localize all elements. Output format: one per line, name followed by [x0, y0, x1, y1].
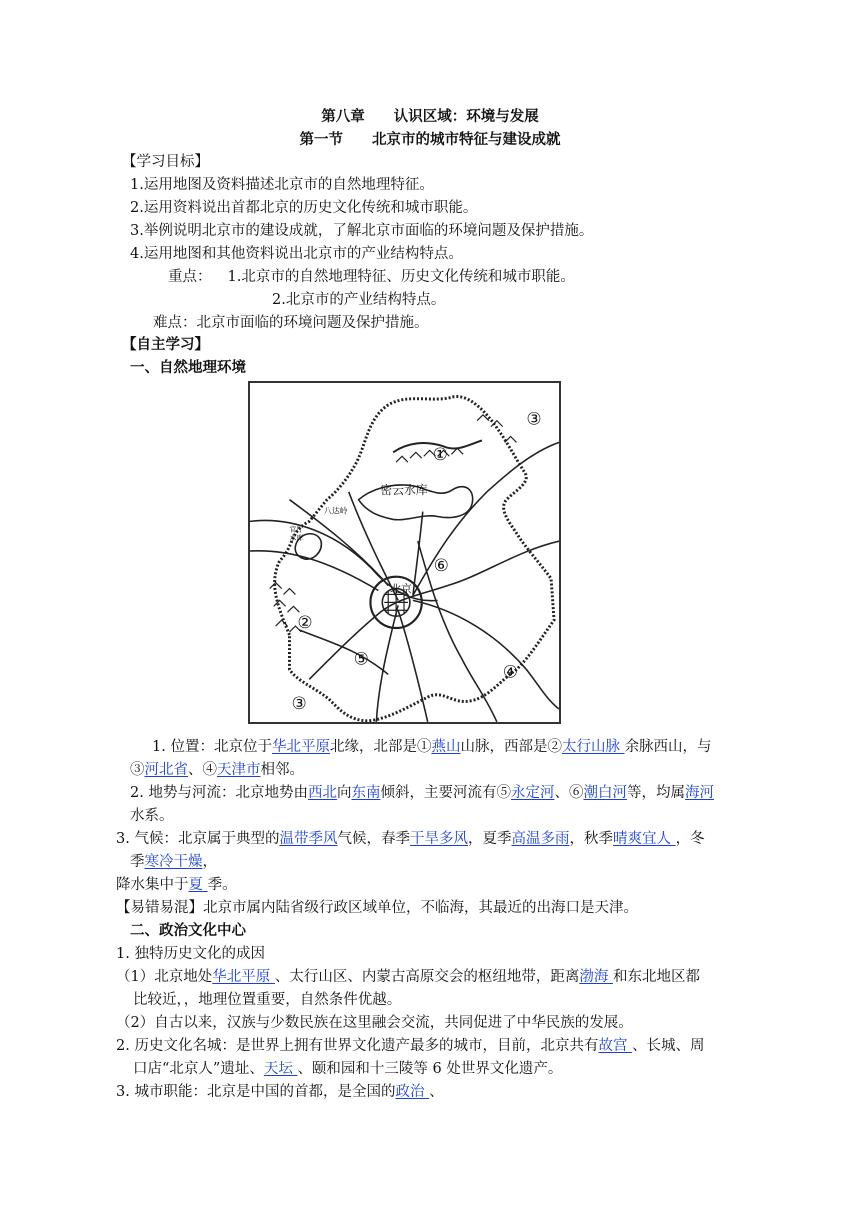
text: 相邻。	[260, 762, 304, 778]
marker-6: ⑥	[433, 554, 449, 575]
goal-item: 2.运用资料说出首都北京的历史文化传统和城市职能。	[130, 200, 478, 216]
text: ，夏季	[467, 831, 512, 847]
part2-p2-line2: 比较近，，地理位置重要，自然条件优越。	[133, 992, 402, 1008]
q3-line-2	[130, 852, 217, 872]
river-line	[299, 630, 388, 674]
text: 山脉，西部是②	[460, 739, 562, 755]
text: 等，均属	[626, 785, 685, 801]
part2-p1: 1. 独特历史文化的成因	[116, 946, 265, 962]
label-beijing: 北京	[390, 582, 412, 596]
goals-heading: 【学习目标】	[122, 154, 209, 170]
text: ，冬	[675, 831, 705, 847]
part2-p5	[116, 1082, 444, 1102]
text: 气候，春季	[337, 831, 410, 847]
text: ，	[202, 854, 217, 870]
goal-item: 4.运用地图和其他资料说出北京市的产业结构特点。	[130, 246, 463, 262]
text: 2. 历史文化名城：是世界上拥有世界文化遗产最多的城市，目前，北京共有	[116, 1038, 599, 1054]
answer-winter: 寒冷干燥	[144, 854, 203, 870]
text: 、⑥	[554, 785, 584, 801]
q1-line-1	[152, 737, 712, 757]
text: 、长城、周	[632, 1038, 705, 1054]
text: （1）北京地处	[116, 969, 213, 985]
text: 向	[336, 785, 352, 801]
label-guanting-1: 官厅	[289, 525, 304, 534]
marker-3-south: ③	[291, 692, 307, 713]
marker-3-north: ③	[526, 408, 542, 429]
answer-southeast: 东南	[351, 785, 381, 801]
text: 余脉西山，与	[624, 739, 712, 755]
key-points-line	[168, 267, 575, 287]
chapter-title: 第八章 认识区域：环境与发展	[321, 108, 539, 125]
part2-p4-line1	[116, 1036, 705, 1056]
part2-heading: 二、政治文化中心	[130, 922, 246, 939]
text: ③	[130, 762, 145, 778]
text: 、颐和园和十三陵等 6 处世界文化遗产。	[297, 1061, 563, 1077]
q3-line-3	[116, 875, 237, 895]
goal-item: 3.举例说明北京市的建设成就，了解北京市面临的环境问题及保护措施。	[130, 223, 594, 239]
text: 季。	[207, 877, 237, 893]
text: 3. 城市职能：北京是中国的首都，是全国的	[116, 1084, 396, 1100]
goal-item: 1.运用地图及资料描述北京市的自然地理特征。	[130, 177, 434, 193]
section-title: 第一节 北京市的城市特征与建设成就	[299, 131, 561, 148]
text: 、太行山区、内蒙古高原交会的枢纽地带，距离	[274, 969, 580, 985]
text: 倾斜，主要河流有⑤	[380, 785, 511, 801]
marker-1: ①	[432, 444, 448, 465]
answer-huabei-plain-2: 华北平原	[212, 969, 275, 985]
answer-summer: 高温多雨	[511, 831, 570, 847]
beijing-map	[248, 381, 561, 724]
difficult-point: 难点：北京市面临的环境问题及保护措施。	[153, 315, 429, 331]
key-label: 重点：	[168, 269, 212, 285]
text: 和东北地区都	[612, 969, 700, 985]
text: 降水集中于	[116, 877, 189, 893]
text: 2. 地势与河流：北京地势由	[130, 785, 308, 801]
q2-line-1	[130, 783, 714, 803]
key-point-2: 2.北京市的产业结构特点。	[272, 292, 446, 308]
q2-line-2: 水系。	[130, 808, 174, 824]
part1-heading: 一、自然地理环境	[130, 359, 246, 376]
q1-line-2	[130, 760, 304, 780]
label-badaling: 八达岭	[324, 506, 348, 516]
text: 、④	[188, 762, 217, 778]
q3-line-1	[116, 829, 705, 849]
answer-yongding: 永定河	[510, 785, 555, 801]
key-point-1: 1.北京市的自然地理特征、历史文化传统和城市职能。	[227, 269, 575, 285]
answer-temple-of-heaven: 天坛	[263, 1061, 298, 1077]
self-study-heading: 【自主学习】	[122, 336, 209, 353]
marker-2: ②	[297, 612, 313, 633]
marker-4: ④	[502, 661, 518, 682]
part2-p2-line1	[116, 967, 700, 987]
part2-p3: （2）自古以来，汉族与少数民族在这里融会交流，共同促进了中华民族的发展。	[116, 1015, 633, 1031]
road-line	[413, 600, 559, 709]
answer-forbidden-city: 故宫	[598, 1038, 633, 1054]
text: 北缘，北部是①	[329, 739, 432, 755]
answer-politics: 政治	[395, 1084, 430, 1100]
label-guanting-2: 水库	[289, 534, 304, 543]
text: 季	[130, 854, 145, 870]
map-drawing	[250, 383, 559, 722]
marker-5: ⑤	[353, 648, 369, 669]
confusion-note: 【易错易混】北京市属内陆省级行政区域单位，不临海，其最近的出海口是天津。	[116, 900, 638, 916]
answer-spring: 干旱多风	[409, 831, 468, 847]
part2-p4-line2	[133, 1059, 562, 1079]
text: ，秋季	[569, 831, 613, 847]
answer-rain-season: 夏	[188, 877, 208, 893]
label-miyun-reservoir: 密云水库	[380, 482, 428, 497]
answer-northwest: 西北	[307, 785, 337, 801]
answer-temperate-monsoon: 温带季风	[279, 831, 338, 847]
answer-tianjin: 天津市	[217, 762, 261, 778]
text: 1. 位置：北京位于	[152, 739, 272, 755]
text: 、	[429, 1084, 444, 1100]
answer-yanshan: 燕山	[431, 739, 461, 755]
answer-taihang: 太行山脉	[561, 739, 625, 755]
text: 口店“北京人”遗址、	[133, 1061, 264, 1077]
answer-autumn: 晴爽宜人	[612, 831, 676, 847]
answer-hebei: 河北省	[144, 762, 188, 778]
answer-chaobai: 潮白河	[583, 785, 627, 801]
answer-haihe: 海河	[684, 785, 714, 801]
text: 3. 气候：北京属于典型的	[116, 831, 280, 847]
answer-bohai: 渤海	[579, 969, 613, 985]
answer-huabei-plain: 华北平原	[271, 739, 330, 755]
